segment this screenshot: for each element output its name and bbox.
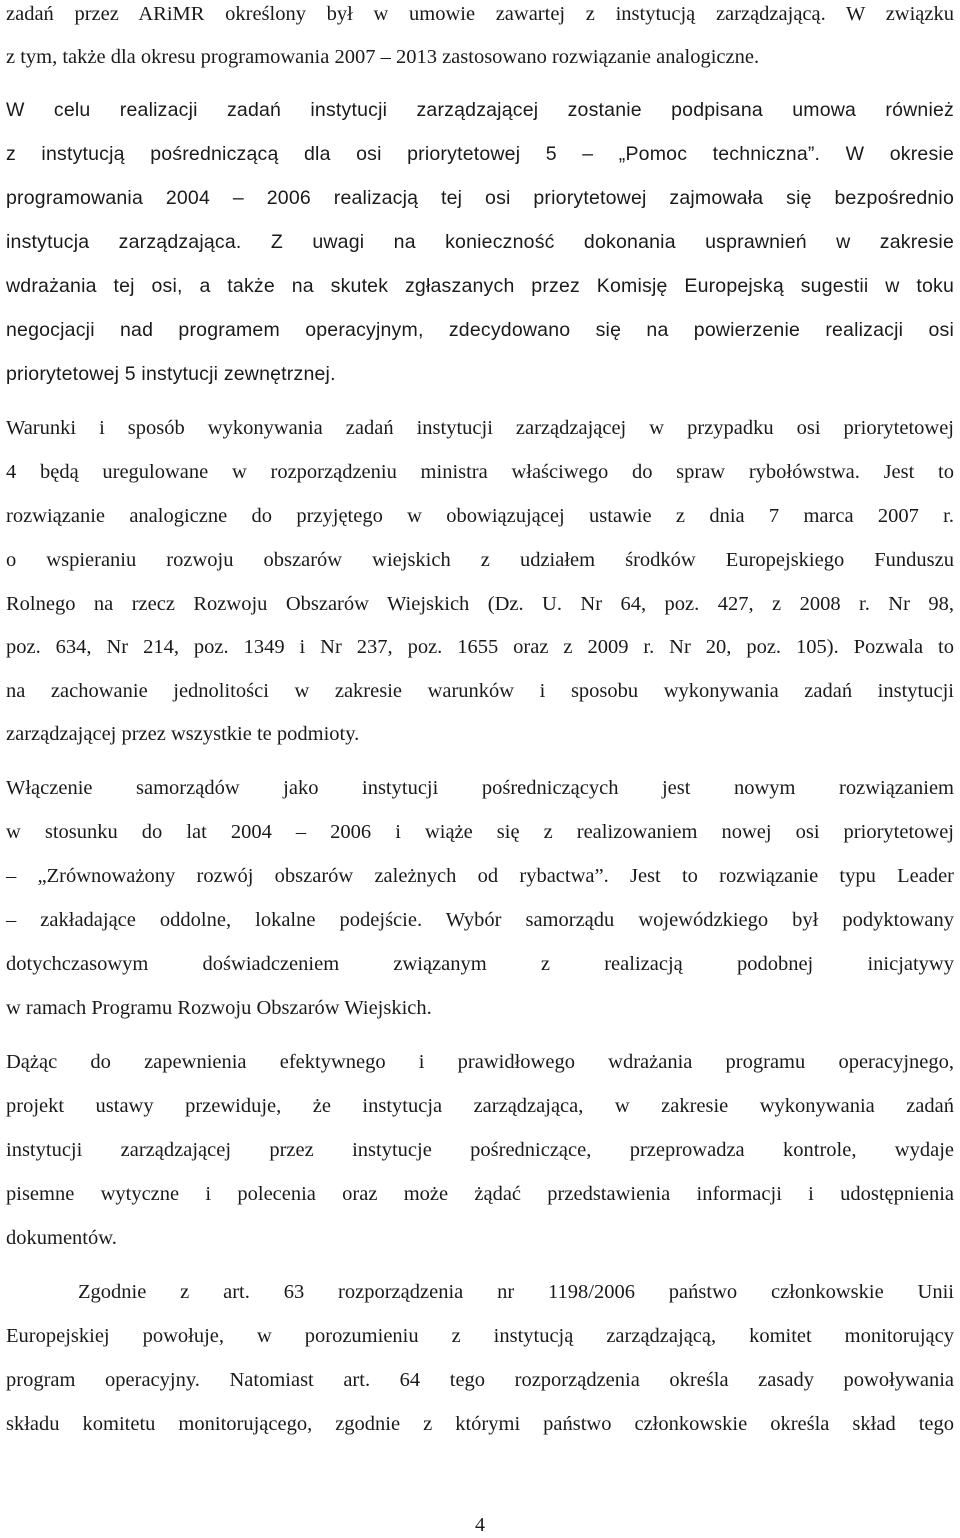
text-line: dokumentów. [6, 1227, 117, 1249]
text-line: – „Zrównoważony rozwój obszarów zależnych od rybactwa”. Jest to rozwiązanie typu Leader [6, 865, 954, 887]
text-line: o wspieraniu rozwoju obszarów wiejskich z udziałem środków Europejskiego Funduszu [6, 549, 954, 571]
text-line: instytucja zarządzająca. Z uwagi na konieczność dokonania usprawnień w zakresie [6, 231, 954, 253]
text-line: projekt ustawy przewiduje, że instytucja zarządzająca, w zakresie wykonywania zadań [6, 1095, 954, 1117]
text-line: w stosunku do lat 2004 – 2006 i wiąże się z realizowaniem nowej osi priorytetowej [6, 821, 954, 843]
text-line: 4 będą uregulowane w rozporządzeniu ministra właściwego do spraw rybołówstwa. Jest to [6, 461, 954, 483]
text-line: Europejskiej powołuje, w porozumieniu z instytucją zarządzającą, komitet monitorujący [6, 1325, 954, 1347]
text-line: zadań przez ARiMR określony był w umowie zawartej z instytucją zarządzającą. W związku [6, 3, 954, 25]
text-line: programowania 2004 – 2006 realizacją tej osi priorytetowej zajmowała się bezpośrednio [6, 187, 954, 209]
page-number: 4 [475, 1514, 485, 1536]
text-line: Zgodnie z art. 63 rozporządzenia nr 1198/2006 państwo członkowskie Unii [78, 1281, 954, 1303]
text-line: na zachowanie jednolitości w zakresie warunków i sposobu wykonywania zadań instytucji [6, 680, 954, 702]
text-line: dotychczasowym doświadczeniem związanym z realizacją podobnej inicjatywy [6, 953, 954, 975]
text-line: Dążąc do zapewnienia efektywnego i prawidłowego wdrażania programu operacyjnego, [6, 1051, 954, 1073]
text-line: z instytucją pośredniczącą dla osi priorytetowej 5 – „Pomoc techniczna”. W okresie [6, 143, 954, 165]
text-line: rozwiązanie analogiczne do przyjętego w obowiązującej ustawie z dnia 7 marca 2007 r. [6, 505, 954, 527]
text-line: instytucji zarządzającej przez instytucje pośredniczące, przeprowadza kontrole, wydaje [6, 1139, 954, 1161]
text-line: Rolnego na rzecz Rozwoju Obszarów Wiejskich (Dz. U. Nr 64, poz. 427, z 2008 r. Nr 98, [6, 593, 954, 615]
text-line: składu komitetu monitorującego, zgodnie z którymi państwo członkowskie określa skład tego [6, 1413, 954, 1435]
text-line: program operacyjny. Natomiast art. 64 tego rozporządzenia określa zasady powoływania [6, 1369, 954, 1391]
text-line: pisemne wytyczne i polecenia oraz może żądać przedstawienia informacji i udostępnienia [6, 1183, 954, 1205]
text-line: z tym, także dla okresu programowania 2007 – 2013 zastosowano rozwiązanie analogiczne. [6, 46, 760, 68]
text-line: w ramach Programu Rozwoju Obszarów Wiejskich. [6, 997, 432, 1019]
text-line: priorytetowej 5 instytucji zewnętrznej. [6, 363, 336, 385]
text-line: Warunki i sposób wykonywania zadań instytucji zarządzającej w przypadku osi priorytetowej [6, 417, 954, 439]
text-line: zarządzającej przez wszystkie te podmioty. [6, 723, 360, 745]
text-line: wdrażania tej osi, a także na skutek zgłaszanych przez Komisję Europejską sugestii w toku [6, 275, 954, 297]
text-line: – zakładające oddolne, lokalne podejście. Wybór samorządu wojewódzkiego był podyktowany [6, 909, 954, 931]
text-line: poz. 634, Nr 214, poz. 1349 i Nr 237, poz. 1655 oraz z 2009 r. Nr 20, poz. 105). Pozwala to [6, 636, 954, 658]
text-line: Włączenie samorządów jako instytucji pośredniczących jest nowym rozwiązaniem [6, 777, 954, 799]
text-line: W celu realizacji zadań instytucji zarządzającej zostanie podpisana umowa również [6, 99, 954, 121]
text-line: negocjacji nad programem operacyjnym, zdecydowano się na powierzenie realizacji osi [6, 319, 954, 341]
